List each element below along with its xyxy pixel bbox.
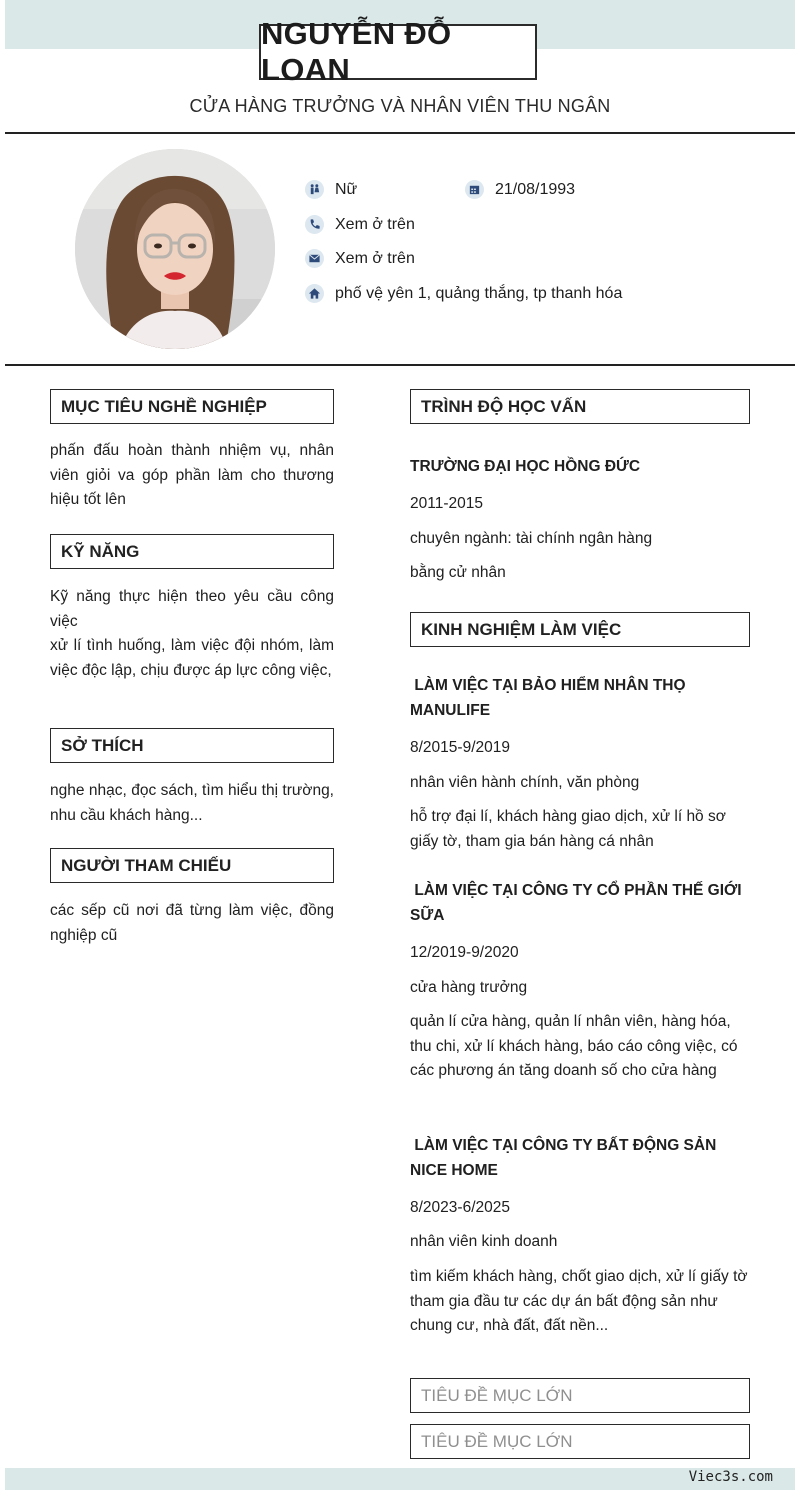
gender-icon [305,180,324,199]
references-header: NGƯỜI THAM CHIẾU [50,848,334,883]
job-description-line: tham gia đầu tư các dự án bất động sản như chung cư, nhà đất, đất nền... [410,1292,718,1334]
divider [5,132,795,134]
job-period: 8/2023-6/2025 [410,1199,510,1216]
job-period: 8/2015-9/2019 [410,739,510,756]
job-description: quản lí cửa hàng, quản lí nhân viên, hàng hóa, thu chi, xử lí khách hàng, báo cáo công việc, có các phương án tăng doanh số cho cửa hàng [410,1013,738,1079]
skills-line: xử lí tình huống, làm việc đội nhóm, làm việc độc lập, chịu được áp lực công việc, [50,637,334,679]
job-company: LÀM VIỆC TẠI CÔNG TY BẤT ĐỘNG SẢN NICE HOME [410,1137,721,1179]
hobbies-text: nghe nhạc, đọc sách, tìm hiểu thị trường, nhu cầu khách hàng... [50,782,334,824]
calendar-icon [465,180,484,199]
home-icon [305,284,324,303]
skills-header: KỸ NĂNG [50,534,334,569]
address-row [305,284,622,303]
portrait-image [75,149,275,349]
skills-line: Kỹ năng thực hiện theo yêu cầu công việc [50,588,334,630]
experience-header: KINH NGHIỆM LÀM VIỆC [410,612,750,647]
job-description: hỗ trợ đại lí, khách hàng giao dịch, xử lí hồ sơ giấy tờ, tham gia bán hàng cá nhân [410,808,726,850]
candidate-name: NGUYỄN ĐỖ LOAN [259,24,537,80]
hobbies-header: SỞ THÍCH [50,728,334,763]
job-period: 12/2019-9/2020 [410,944,519,961]
job-description-line: tìm kiếm khách hàng, chốt giao dịch, xử lí giấy tờ [410,1268,748,1285]
avatar [75,149,275,349]
education-period: 2011-2015 [410,495,483,512]
email-row [305,249,415,268]
job-role: nhân viên kinh doanh [410,1233,558,1250]
phone-value: Xem ở trên [335,215,415,233]
footer-brand: Viec3s.com [688,1469,773,1485]
skills-text [50,585,334,683]
education-degree: bằng cử nhân [410,564,506,581]
job-company: LÀM VIỆC TẠI BẢO HIỂM NHÂN THỌ MANULIFE [410,677,690,719]
bottom-band [5,1468,795,1490]
job-company: LÀM VIỆC TẠI CÔNG TY CỔ PHẦN THẾ GIỚI SỮA [410,882,746,924]
references-text: các sếp cũ nơi đã từng làm việc, đồng nghiệp cũ [50,902,334,944]
gender-row [305,180,357,199]
education-header: TRÌNH ĐỘ HỌC VẤN [410,389,750,424]
job-role: cửa hàng trưởng [410,979,528,996]
phone-icon [305,215,324,234]
job-description [410,1265,750,1339]
gender-value: Nữ [335,180,358,198]
email-icon [305,249,324,268]
placeholder-section-header[interactable]: TIÊU ĐỀ MỤC LỚN [410,1378,750,1413]
job-role: nhân viên hành chính, văn phòng [410,774,640,791]
career-objective-header: MỤC TIÊU NGHỀ NGHIỆP [50,389,334,424]
address-value: phố vệ yên 1, quảng thắng, tp thanh hóa [335,284,623,302]
phone-row [305,215,415,234]
placeholder-section-header[interactable]: TIÊU ĐỀ MỤC LỚN [410,1424,750,1459]
divider [5,364,795,366]
birthday-value: 21/08/1993 [495,180,576,198]
job-title: CỬA HÀNG TRƯỞNG VÀ NHÂN VIÊN THU NGÂN [189,96,611,116]
education-major: chuyên ngành: tài chính ngân hàng [410,530,653,547]
school-name: TRƯỜNG ĐẠI HỌC HỒNG ĐỨC [410,458,641,475]
birthday-row [465,180,575,199]
career-objective-text: phấn đấu hoàn thành nhiệm vụ, nhân viên giỏi va góp phần làm cho thương hiệu tốt lên [50,442,334,508]
email-value: Xem ở trên [335,249,415,267]
